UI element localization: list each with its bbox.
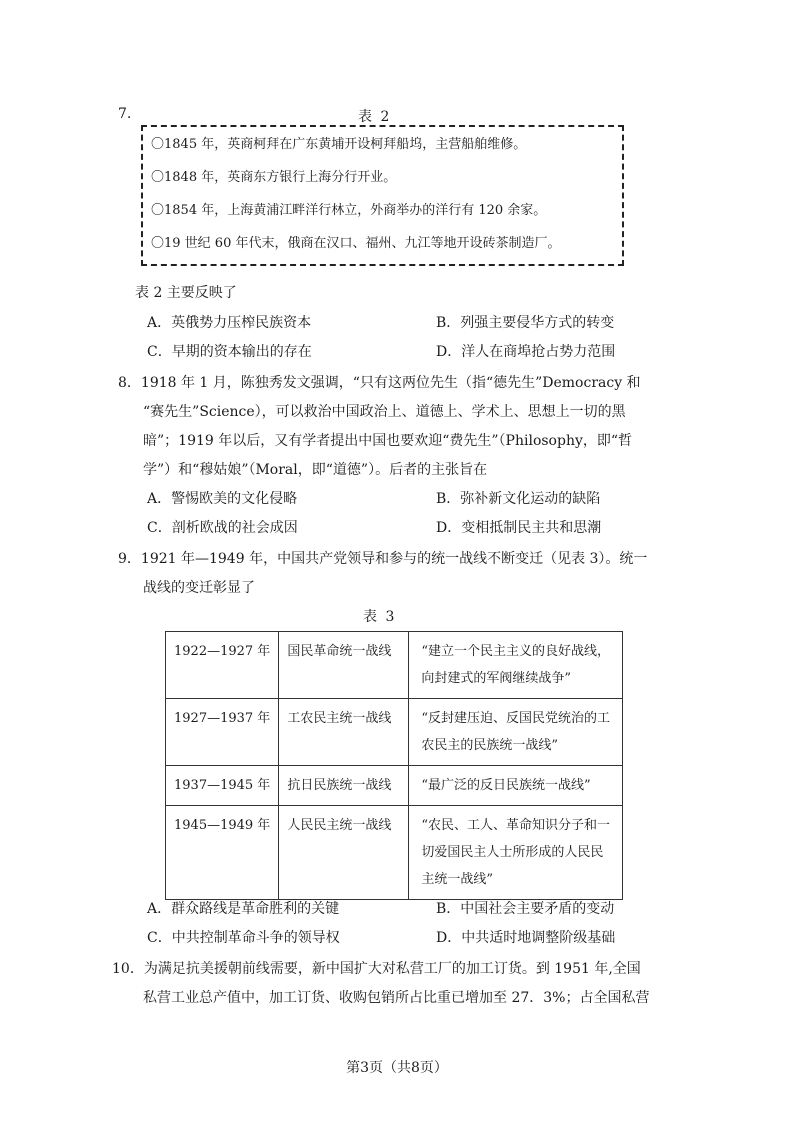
table3-name: 工农民主统一战线 [279,699,409,766]
page-footer: 第3页（共8页） [346,1060,448,1076]
table3-period: 1937—1945 年 [166,766,279,806]
table2-item-2: 〇1848 年，英商东方银行上海分行开业。 [151,170,397,185]
q8-option-b[interactable]: B．弥补新文化运动的缺陷 [436,491,601,507]
table3-period: 1945—1949 年 [166,806,279,900]
table2-title: 表 2 [358,109,392,125]
table3-name: 抗日民族统一战线 [279,766,409,806]
table3-quote: “反封建压迫、反国民党统治的工农民主的民族统一战线” [409,699,623,766]
table3-quote: “建立一个民主主义的良好战线，向封建式的军阀继续战争” [409,632,623,699]
q8-option-c[interactable]: C．剖析欧战的社会成因 [147,520,298,536]
table-row [166,806,623,900]
q7-stem: 表 2 主要反映了 [135,285,237,301]
q8-option-d[interactable]: D．变相抵制民主共和思潮 [436,520,602,536]
table3-title: 表 3 [363,609,397,625]
q9-line-1: 9．1921 年—1949 年，中国共产党领导和参与的统一战线不断变迁（见表 3）。统一 [118,551,648,567]
table2-item-4: 〇19 世纪 60 年代末，俄商在汉口、福州、九江等地开设砖茶制造厂。 [151,236,561,251]
table2-item-3: 〇1854 年，上海黄浦江畔洋行林立，外商举办的洋行有 120 余家。 [151,203,547,218]
table2-box [141,125,624,266]
q8-line-3: 暗”；1919 年以后，又有学者提出中国也要欢迎“费先生”（Philosophy，即“哲 [143,433,633,449]
q10-line-2: 私营工业总产值中，加工订货、收购包销所占比重已增加至 27．3%；占全国私营 [143,990,650,1006]
q9-option-d[interactable]: D．中共适时地调整阶级基础 [436,930,616,946]
q7-option-a[interactable]: A．英俄势力压榨民族资本 [147,315,312,331]
q8-line-1: 8．1918 年 1 月，陈独秀发文强调，“只有这两位先生（指“德先生”Democracy 和 [118,375,641,391]
table3-name: 国民革命统一战线 [279,632,409,699]
table3-name: 人民民主统一战线 [279,806,409,900]
q7-option-b[interactable]: B．列强主要侵华方式的转变 [436,315,615,331]
table3-quote: “农民、工人、革命知识分子和一切爱国民主人士所形成的人民民主统一战线” [409,806,623,900]
q7-number: 7. [118,106,132,122]
table-row [166,699,623,766]
q8-line-4: 学”）和“穆姑娘”（Moral，即“道德”）。后者的主张旨在 [143,462,488,478]
table3 [165,631,623,900]
q9-option-a[interactable]: A．群众路线是革命胜利的关键 [147,901,340,917]
q9-option-c[interactable]: C．中共控制革命斗争的领导权 [147,930,340,946]
table-row [166,632,623,699]
table3-period: 1922—1927 年 [166,632,279,699]
q7-option-c[interactable]: C．早期的资本输出的存在 [147,344,312,360]
q7-option-d[interactable]: D．洋人在商埠抢占势力范围 [436,344,616,360]
q9-option-b[interactable]: B．中国社会主要矛盾的变动 [436,901,615,917]
q10-line-1: 10．为满足抗美援朝前线需要，新中国扩大对私营工厂的加工订货。到 1951 年,全国 [112,961,641,977]
q8-option-a[interactable]: A．警惕欧美的文化侵略 [147,491,298,507]
table3-period: 1927—1937 年 [166,699,279,766]
q9-line-2: 战线的变迁彰显了 [143,580,255,596]
table3-quote: “最广泛的反日民族统一战线” [409,766,623,806]
table-row [166,766,623,806]
table2-item-1: 〇1845 年，英商柯拜在广东黄埔开设柯拜船坞，主营船舶维修。 [151,137,527,152]
q8-line-2: “赛先生”Science），可以救治中国政治上、道德上、学术上、思想上一切的黑 [143,404,626,420]
